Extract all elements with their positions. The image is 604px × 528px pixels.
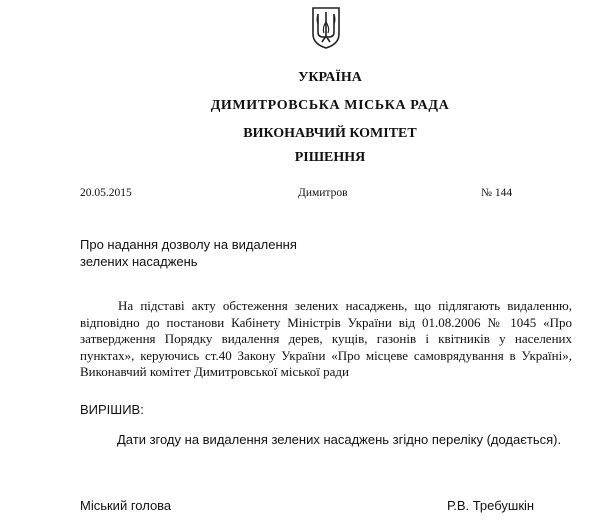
meta-place: Димитров: [298, 187, 348, 199]
subject-line-1: Про надання дозволу на видалення: [80, 237, 297, 252]
header-country: УКРАЇНА: [298, 70, 362, 85]
header-committee: ВИКОНАВЧИЙ КОМІТЕТ: [243, 126, 417, 141]
body-paragraph: На підставі акту обстеження зелених насаджень, що підлягають видаленню, відповідно до постанови Кабінету Міністрів України від 01.08.2006 № 1045 «Про затвердження Порядку видалення дерев, кущів, газонів і квітників у населених пунктах», керуючись ст.40 Закону України «Про місцеве самоврядування в Україні», Виконавчий комітет Димитровської міської ради: [80, 298, 572, 379]
signature-name: Р.В. Требушкін: [447, 498, 535, 513]
subject: [80, 236, 297, 270]
header-doc-type: РІШЕННЯ: [294, 150, 366, 165]
meta-number: № 144: [481, 187, 513, 199]
meta-date: 20.05.2015: [80, 187, 132, 199]
trident-coat-of-arms-icon: [311, 6, 341, 50]
header-council: ДИМИТРОВСЬКА МІСЬКА РАДА: [210, 98, 450, 113]
resolve-heading: ВИРІШИВ:: [80, 402, 144, 417]
decision-text: Дати згоду на видалення зелених насаджень згідно переліку (додається).: [117, 432, 562, 447]
signature-role: Міський голова: [80, 498, 172, 513]
subject-line-2: зелених насаджень: [80, 254, 198, 269]
